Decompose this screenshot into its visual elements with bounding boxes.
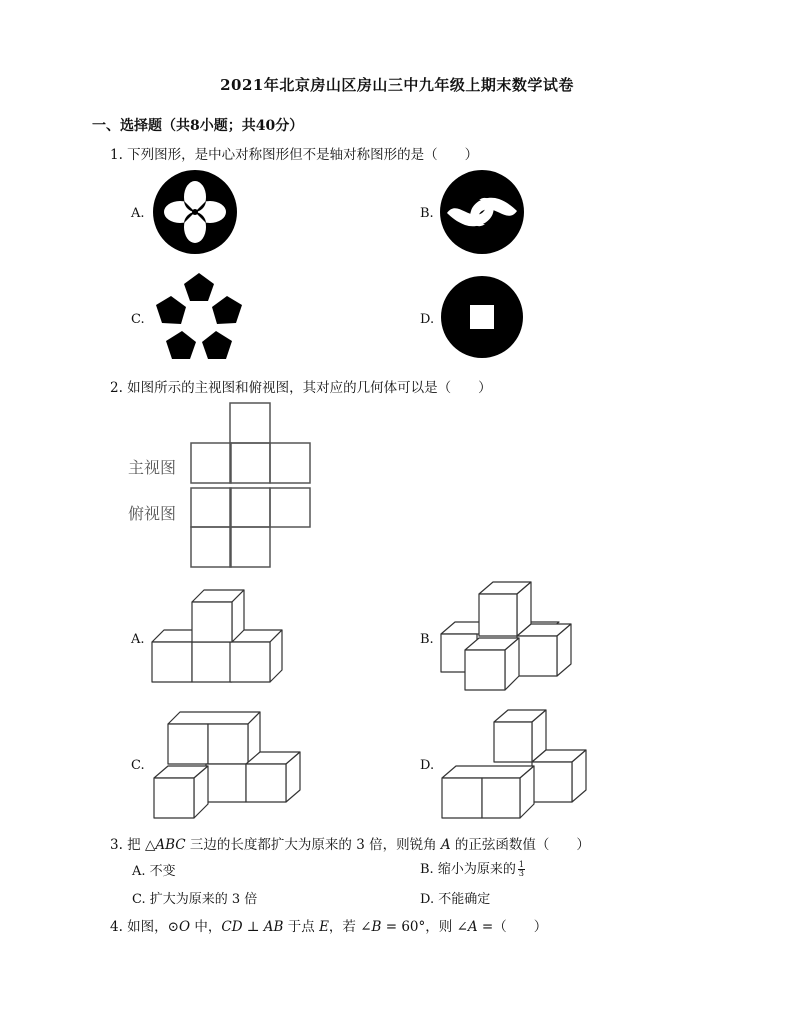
top-view-label: 俯视图 xyxy=(128,504,177,523)
q2-option-b-label: B. xyxy=(420,632,434,647)
circle-symbol: ⊙ xyxy=(167,919,179,935)
page-title: 2021年北京房山区房山三中九年级上期末数学试卷 xyxy=(220,76,574,94)
question-1-text: 1. 下列图形，是中心对称图形但不是轴对称图形的是（ ） xyxy=(110,147,479,163)
q4-text-2: 于点 xyxy=(283,919,320,935)
q1-option-b-figure xyxy=(439,169,525,255)
q4-prefix: 4. 如图， xyxy=(110,919,168,935)
angle-b: B xyxy=(371,919,382,935)
q2-option-a-figure xyxy=(150,588,286,684)
q1-option-c-label: C. xyxy=(131,312,145,327)
circle-o: O xyxy=(178,919,191,935)
q2-option-d-label: D. xyxy=(420,758,435,773)
q3-prefix: 3. 把 xyxy=(110,837,145,853)
q3-option-b-text: B. 缩小为原来的 xyxy=(420,862,516,877)
q3-option-a: A. 不变 xyxy=(132,864,176,879)
triangle-abc: ABC xyxy=(155,837,186,853)
triangle-symbol: △ xyxy=(144,837,156,853)
q4-text-3: ，若 ∠ xyxy=(328,919,372,935)
q4-text-1: 中， xyxy=(190,919,222,935)
q2-option-b-figure xyxy=(439,580,573,692)
views-diagram xyxy=(190,402,312,568)
front-view-label: 主视图 xyxy=(128,458,177,477)
fraction-denominator: 3 xyxy=(518,869,524,878)
q4-suffix: =（ ） xyxy=(477,919,548,935)
segment-cd: CD xyxy=(221,919,243,935)
angle-a-q4: A xyxy=(467,919,478,935)
q1-option-a-label: A. xyxy=(131,206,145,221)
q2-option-c-label: C. xyxy=(131,758,145,773)
q1-option-d-label: D. xyxy=(420,312,435,327)
q1-option-b-label: B. xyxy=(420,206,434,221)
q3-middle: 三边的长度都扩大为原来的 3 倍，则锐角 xyxy=(185,837,441,853)
q4-text-4: = 60°，则 ∠ xyxy=(381,919,468,935)
q3-suffix: 的正弦函数值（ ） xyxy=(450,837,590,853)
question-2-text: 2. 如图所示的主视图和俯视图，其对应的几何体可以是（ ） xyxy=(110,380,492,396)
question-4-text xyxy=(110,915,547,935)
q1-option-c-figure xyxy=(150,271,248,363)
q3-option-c: C. 扩大为原来的 3 倍 xyxy=(132,892,258,907)
q3-option-d: D. 不能确定 xyxy=(420,892,491,907)
q1-option-d-figure xyxy=(440,275,524,359)
angle-a: A xyxy=(440,837,451,853)
question-3-text xyxy=(110,833,590,853)
segment-ab: AB xyxy=(263,919,284,935)
q2-option-c-figure xyxy=(152,708,304,820)
fraction-numerator: 1 xyxy=(518,860,524,869)
section-heading: 一、选择题（共8小题；共40分） xyxy=(92,118,304,134)
q2-option-d-figure xyxy=(440,708,588,820)
point-e: E xyxy=(319,919,329,935)
q3-option-b xyxy=(420,858,525,878)
fraction-one-third xyxy=(518,861,525,878)
q2-option-a-label: A. xyxy=(131,632,145,647)
q1-option-a-figure xyxy=(152,169,238,255)
perp-symbol: ⊥ xyxy=(242,919,264,935)
